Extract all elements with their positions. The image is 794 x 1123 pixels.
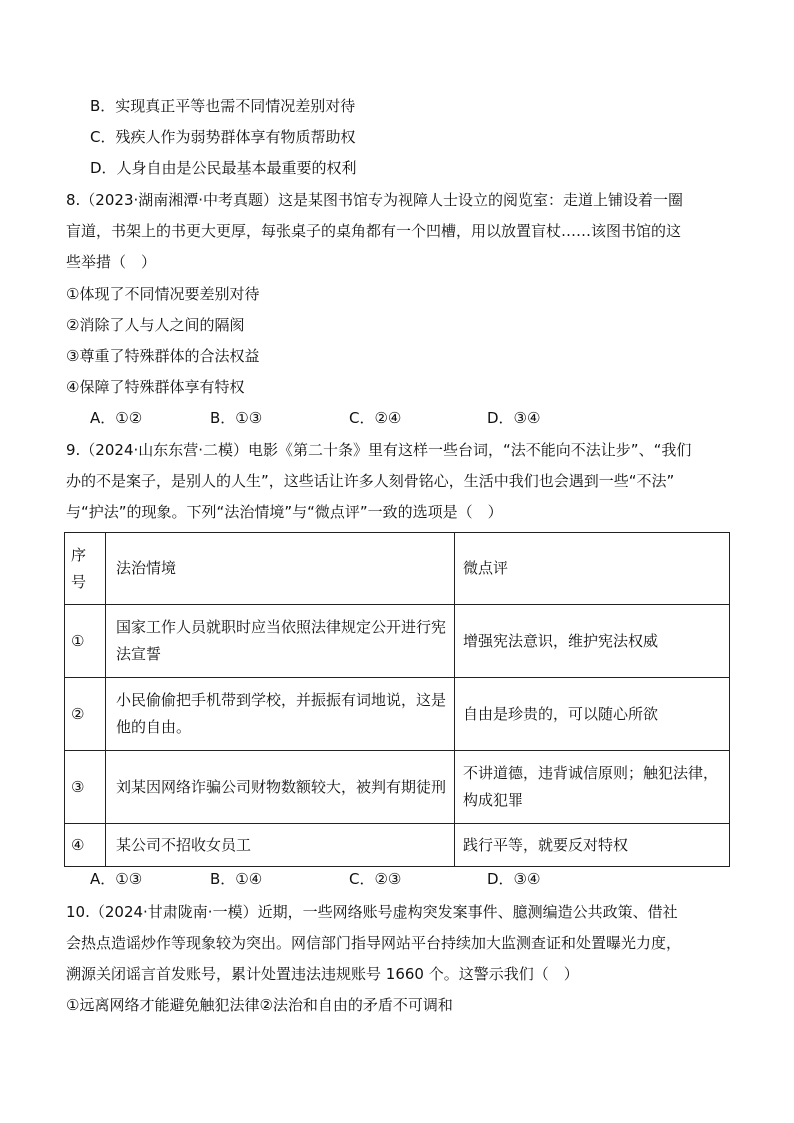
row-index: ① [65, 605, 106, 678]
q9-stem-line-3: 与“护法”的现象。下列“法治情境”与“微点评”一致的选项是（ ） [66, 503, 503, 521]
q10-stem-line-3: 溯源关闭谣言首发账号，累计处置违法违规账号 1660 个。这警示我们（ ） [66, 965, 579, 983]
table-row [65, 824, 730, 867]
q8-statement-1: ①体现了不同情况要差别对待 [66, 285, 260, 303]
row-scenario: 小民偷偷把手机带到学校，并振振有词地说，这是他的自由。 [106, 678, 455, 751]
row-scenario: 国家工作人员就职时应当依照法律规定公开进行宪法宣誓 [106, 605, 455, 678]
q8-stem-line-2: 盲道，书架上的书更大更厚，每张桌子的桌角都有一个凹槽，用以放置盲杖……该图书馆的这 [66, 222, 682, 240]
q9-option-a: A．①③ [90, 870, 143, 888]
row-comment: 增强宪法意识，维护宪法权威 [455, 605, 730, 678]
row-scenario: 刘某因网络诈骗公司财物数额较大，被判有期徒刑 [106, 751, 455, 824]
row-comment: 自由是珍贵的，可以随心所欲 [455, 678, 730, 751]
q9-stem-line-1: 9.（2024·山东东营·二模）电影《第二十条》里有这样一些台词，“法不能向不法让步”、“我们 [66, 441, 692, 459]
header-scenario: 法治情境 [106, 533, 455, 605]
table-row [65, 605, 730, 678]
q9-table [64, 532, 730, 867]
row-index: ③ [65, 751, 106, 824]
q8-statement-3: ③尊重了特殊群体的合法权益 [66, 347, 260, 365]
q8-option-b: B．①③ [210, 409, 263, 427]
table-row [65, 751, 730, 824]
table-header-row [65, 533, 730, 605]
row-index: ④ [65, 824, 106, 867]
row-scenario: 某公司不招收女员工 [106, 824, 455, 867]
row-comment: 不讲道德，违背诚信原则；触犯法律，构成犯罪 [455, 751, 730, 824]
q10-statement-line: ①远离网络才能避免触犯法律②法治和自由的矛盾不可调和 [66, 996, 453, 1014]
q8-option-c: C．②④ [349, 409, 402, 427]
header-comment: 微点评 [455, 533, 730, 605]
q8-stem-line-3: 些举措（ ） [66, 253, 157, 271]
q8-statement-2: ②消除了人与人之间的隔阂 [66, 316, 245, 334]
q9-option-c: C．②③ [349, 870, 402, 888]
q9-stem-line-2: 办的不是案子，是别人的人生”，这些话让许多人刻骨铭心，生活中我们也会遇到一些“不法” [66, 472, 675, 490]
q7-option-d: D．人身自由是公民最基本最重要的权利 [90, 159, 357, 177]
header-index: 序号 [65, 533, 106, 605]
q8-stem-line-1: 8.（2023·湖南湘潭·中考真题）这是某图书馆专为视障人士设立的阅览室：走道上铺设着一圈 [66, 191, 684, 209]
q10-stem-line-1: 10.（2024·甘肃陇南·一模）近期，一些网络账号虚构突发案事件、臆测编造公共政策、借社 [66, 903, 678, 921]
q9-options [90, 869, 610, 889]
q8-statement-4: ④保障了特殊群体享有特权 [66, 378, 245, 396]
row-comment: 践行平等，就要反对特权 [455, 824, 730, 867]
q9-option-b: B．①④ [210, 870, 263, 888]
table-row [65, 678, 730, 751]
q8-options [90, 408, 610, 428]
q9-option-d: D．③④ [487, 870, 541, 888]
q8-option-a: A．①② [90, 409, 143, 427]
row-index: ② [65, 678, 106, 751]
q7-option-b: B．实现真正平等也需不同情况差别对待 [90, 97, 356, 115]
q7-option-c: C．残疾人作为弱势群体享有物质帮助权 [90, 128, 356, 146]
q8-option-d: D．③④ [487, 409, 541, 427]
q10-stem-line-2: 会热点造谣炒作等现象较为突出。网信部门指导网站平台持续加大监测查证和处置曝光力度， [66, 934, 682, 952]
